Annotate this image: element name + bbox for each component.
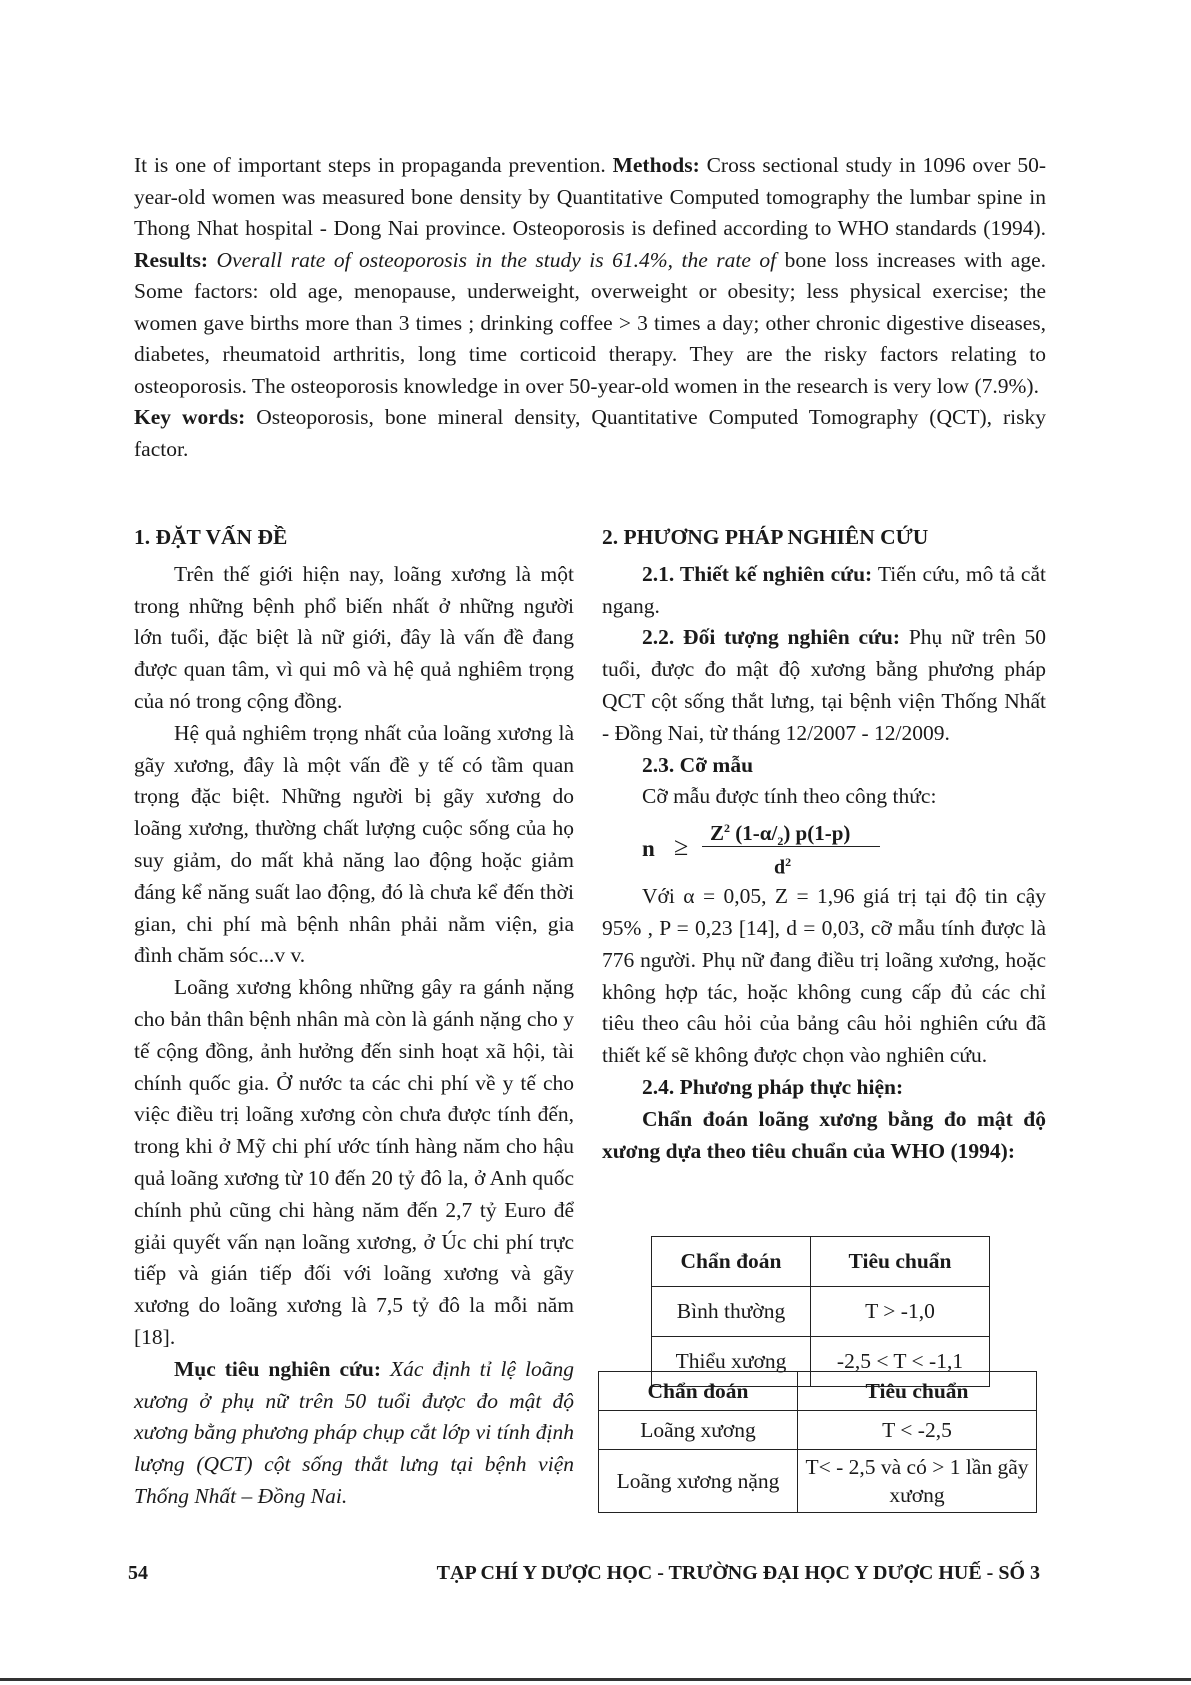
table-row [599, 1411, 1037, 1450]
table-header-row [652, 1237, 990, 1287]
table-header-row [599, 1372, 1037, 1411]
keywords [134, 402, 1046, 465]
formula-lhs: n [642, 836, 655, 862]
table-row [599, 1450, 1037, 1513]
table-cell: Thiểu xương [652, 1337, 811, 1387]
table-cell: T < -2,5 [798, 1411, 1037, 1450]
table-header: Chẩn đoán [652, 1237, 811, 1287]
table-cell: Bình thường [652, 1287, 811, 1337]
formula-part: (1-α/ [730, 821, 778, 846]
results-text: Overall rate of osteoporosis in the study is 61.4%, the rate of [208, 247, 777, 272]
section-heading: 1. ĐẶT VẤN ĐỀ [134, 525, 288, 549]
table-header: Tiêu chuẩn [798, 1372, 1037, 1411]
subsection-2-3-label: 2.3. Cỡ mẫu [642, 752, 754, 777]
methods-label: Methods: [612, 153, 700, 177]
formula-z: Z [710, 821, 725, 846]
subsection-text: Phụ nữ trên 50 tuổi, được đo mật độ xương bằng phương pháp QCT cột sống thắt lưng, tại bệnh viện Thống Nhất - Đồng Nai, từ tháng 12/2007 - 12/2009. [602, 625, 1046, 745]
abstract-text: Cross sectional study in 1096 over 50-year-old women was measured bone density by Quantitative Computed tomography the lumbar spine in Thong Nhat hospital - Dong Nai province. Osteoporosis is defined according to WHO standards (1994). [134, 153, 1046, 240]
table-row [652, 1287, 990, 1337]
paragraph: Hệ quả nghiêm trọng nhất của loãng xương là gãy xương, đây là một vấn đề y tế có tầm quan trọng đặc biệt. Những người bị gãy xương do loãng xương, thường chất lượng cuộc sống của họ suy giảm, do mất khả năng lao động hoặc giảm đáng kể năng suất lao động, đó là chưa kể đến thời gian, chi phí mà bệnh nhân phải nằm viện, gia đình chăm sóc...v v. [134, 720, 574, 968]
subsection-label: 2.2. Đối tượng nghiên cứu: [642, 625, 901, 650]
paragraph: Trên thế giới hiện nay, loãng xương là một trong những bệnh phổ biến nhất ở những người lớn tuổi, đặc biệt là nữ giới, đây là vấn đề đang được quan tâm, vì qui mô và hệ quả nghiêm trọng của nó trong cộng đồng. [134, 561, 574, 713]
sample-size-formula [602, 813, 1046, 877]
abstract-text: It is one of important steps in propaganda prevention. [134, 153, 613, 177]
formula-operator: ≥ [674, 832, 689, 862]
page-number: 54 [128, 1562, 148, 1584]
results-label: Results: [134, 247, 209, 272]
subsection-2-1 [602, 559, 1046, 623]
formula-sub: 2 [777, 834, 784, 849]
scan-edge-line [0, 1678, 1191, 1681]
subsection-2-2 [602, 622, 1046, 749]
formula-d: d [774, 856, 786, 879]
abstract-text: bone loss increases with age. Some factors: old age, menopause, underweight, overweight or obesity; less physical exercise; the women gave births more than 3 times ; drinking coffee > 3 times a day; other chronic digestive diseases, diabetes, rheumatoid arthritis, long time corticoid therapy. They are the risky factors relating to osteoporosis. The osteoporosis knowledge in over 50-year-old women in the research is very low (7.9%). [134, 247, 1046, 398]
formula-sup: 2 [724, 821, 731, 836]
keywords-text: Osteoporosis, bone mineral density, Quantitative Computed Tomography (QCT), risky factor. [134, 405, 1046, 461]
criteria-table-1 [651, 1236, 990, 1387]
abstract-paragraph [134, 150, 1046, 402]
keywords-label: Key words: [134, 405, 246, 429]
table-cell: T > -1,0 [811, 1287, 990, 1337]
goal-label: Mục tiêu nghiên cứu: [174, 1356, 382, 1381]
table-header: Tiêu chuẩn [811, 1237, 990, 1287]
table-header: Chẩn đoán [599, 1372, 798, 1411]
goal-text: Xác định tỉ lệ loãng xương ở phụ nữ trên 50 tuổi được đo mật độ xương bằng phương pháp chụp cắt lớp vi tính định lượng (QCT) cột sống thắt lưng tại bệnh viện Thống Nhất – Đồng Nai. [134, 1356, 574, 1508]
subsection-text: Tiến cứu, mô tả cắt ngang. [602, 561, 1046, 618]
table-cell: T< - 2,5 và có > 1 lần gãy xương [798, 1450, 1037, 1513]
diagnosis-criteria-heading: Chẩn đoán loãng xương bằng đo mật độ xương dựa theo tiêu chuẩn của WHO (1994): [602, 1106, 1046, 1163]
table-cell: -2,5 < T < -1,1 [811, 1337, 990, 1387]
right-column [602, 522, 1046, 1167]
journal-name: TẠP CHÍ Y DƯỢC HỌC - TRƯỜNG ĐẠI HỌC Y DƯỢC HUẾ - SỐ 3 [436, 1562, 1040, 1584]
research-goal [134, 1354, 574, 1513]
subsection-label: 2.1. Thiết kế nghiên cứu: [642, 561, 873, 586]
paragraph: Loãng xương không những gây ra gánh nặng cho bản thân bệnh nhân mà còn là gánh nặng cho y tế cộng đồng, ảnh hưởng đến sinh hoạt xã hội, tài chính quốc gia. Ở nước ta các chi phí về y tế cho việc điều trị loãng xương còn chưa được tính đến, trong khi ở Mỹ chi phí ước tính hàng năm cho hậu quả loãng xương từ 10 đến 20 tỷ đô la, ở Anh quốc chính phủ cũng chi hàng năm đến 2,7 tỷ Euro để giải quyết vấn nạn loãng xương, ở Úc chi phí trực tiếp và gián tiếp đối với loãng xương và gãy xương do loãng xương là 7,5 tỷ đô la mỗi năm [18]. [134, 975, 575, 1349]
subsection-2-4-label: 2.4. Phương pháp thực hiện: [642, 1074, 904, 1099]
criteria-table-2 [598, 1371, 1037, 1513]
left-column [134, 522, 574, 1513]
section-heading: 2. PHƯƠNG PHÁP NGHIÊN CỨU [602, 525, 929, 549]
formula-denominator [774, 847, 791, 884]
paragraph: Với α = 0,05, Z = 1,96 giá trị tại độ tin cậy 95% , P = 0,23 [14], d = 0,03, cỡ mẫu tính được là 776 người. Phụ nữ đang điều trị loãng xương, hoặc không hợp tác, hoặc không cung cấp đủ các chỉ tiêu theo câu hỏi của bảng câu hỏi nghiên cứu đã thiết kế sẽ không được chọn vào nghiên cứu. [602, 884, 1046, 1068]
formula-sup: 2 [785, 855, 792, 870]
abstract-block [134, 150, 1046, 465]
table-cell: Loãng xương [599, 1411, 798, 1450]
table-cell: Loãng xương nặng [599, 1450, 798, 1513]
formula-intro: Cỡ mẫu được tính theo công thức: [642, 784, 937, 809]
formula-part: ) p(1-p) [783, 821, 851, 846]
